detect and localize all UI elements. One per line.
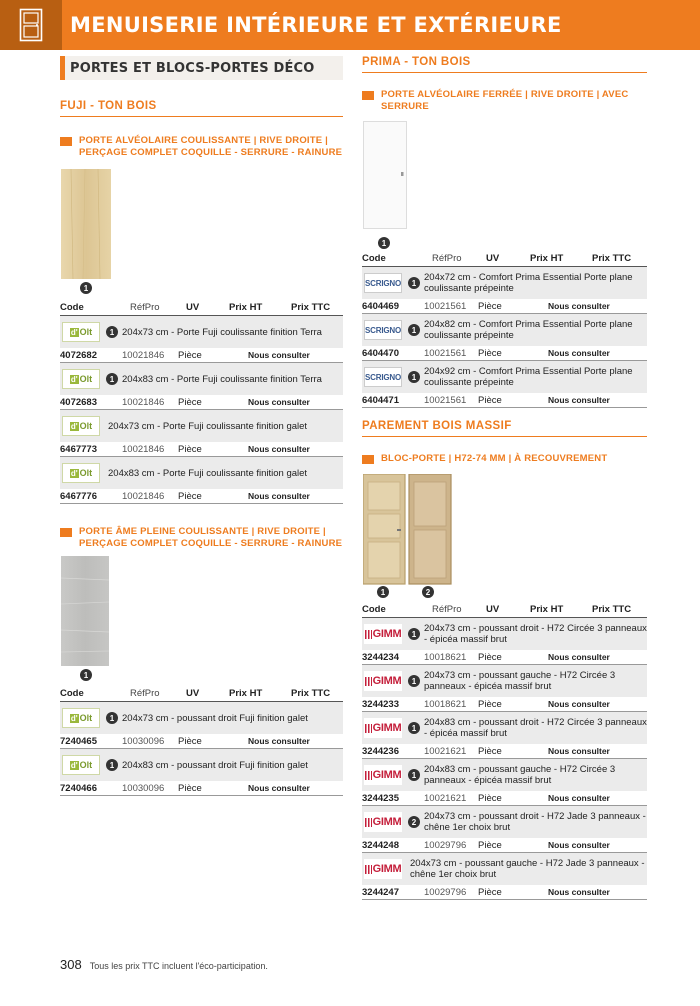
product-description: 204x72 cm - Comfort Prima Essential Porte plane coulissante prépeinte xyxy=(424,272,633,294)
product-uv: Pièce xyxy=(478,347,502,359)
row-description xyxy=(60,749,343,781)
product-code: 3244247 xyxy=(362,886,399,898)
product-code: 4072682 xyxy=(60,349,97,361)
brand-logo-dolt: d' Olt xyxy=(62,708,100,728)
product-description: 204x83 cm - poussant droit - H72 Circée 3 panneaux - épicéa massif brut xyxy=(424,717,647,739)
left-column xyxy=(60,56,343,796)
subtitle-block2: PORTE ÂME PLEINE COULISSANTE | RIVE DROITE | PERÇAGE COMPLET COQUILLE - SERRURE - RAINURE xyxy=(60,526,343,550)
product-uv: Pièce xyxy=(178,443,202,455)
product-uv: Pièce xyxy=(178,396,202,408)
subtitle-block3: PORTE ALVÉOLAIRE FERRÉE | RIVE DROITE | AVEC SERRURE xyxy=(362,89,647,113)
page-title: MENUISERIE INTÉRIEURE ET EXTÉRIEURE xyxy=(70,13,562,37)
product-image-prima xyxy=(362,121,647,253)
row-description xyxy=(362,806,647,838)
product-code: 3244234 xyxy=(362,651,399,663)
table-row xyxy=(362,712,647,759)
product-price: Nous consulter xyxy=(248,444,310,454)
product-uv: Pièce xyxy=(478,698,502,710)
table-row xyxy=(60,457,343,504)
brand-logo-gimm: GIMM xyxy=(364,624,402,644)
product-description: 204x73 cm - poussant gauche - H72 Jade 3 panneaux - chêne 1er choix brut xyxy=(410,858,645,880)
image-badge: 1 xyxy=(80,282,92,294)
product-code: 7240465 xyxy=(60,735,97,747)
product-price: Nous consulter xyxy=(548,348,610,358)
image-badge: 1 xyxy=(378,237,390,249)
product-ref: 10021846 xyxy=(122,490,165,502)
subtitle-block1: PORTE ALVÉOLAIRE COULISSANTE | RIVE DROITE | PERÇAGE COMPLET COQUILLE - SERRURE - RAINURE xyxy=(60,135,343,159)
product-code: 6404469 xyxy=(362,300,399,312)
product-price: Nous consulter xyxy=(548,652,610,662)
product-price: Nous consulter xyxy=(548,840,610,850)
item-badge: 1 xyxy=(408,722,420,734)
item-badge: 1 xyxy=(408,675,420,687)
row-description xyxy=(60,316,343,348)
bullet-square xyxy=(362,91,374,100)
product-ref: 10021561 xyxy=(424,394,467,406)
product-ref: 10018621 xyxy=(424,651,467,663)
brand-logo-gimm: GIMM xyxy=(364,718,402,738)
product-price: Nous consulter xyxy=(248,491,310,501)
product-uv: Pièce xyxy=(478,839,502,851)
row-description xyxy=(362,267,647,299)
table-row xyxy=(60,749,343,796)
product-ref: 10030096 xyxy=(122,782,165,794)
product-code: 3244248 xyxy=(362,839,399,851)
row-details xyxy=(362,838,647,852)
bullet-square xyxy=(362,455,374,464)
item-badge: 1 xyxy=(408,371,420,383)
product-description: 204x92 cm - Comfort Prima Essential Porte plane coulissante prépeinte xyxy=(424,366,633,388)
product-code: 3244236 xyxy=(362,745,399,757)
door-icon xyxy=(0,0,62,50)
product-code: 3244235 xyxy=(362,792,399,804)
subtitle-block4: BLOC-PORTE | H72-74 MM | À RECOUVREMENT xyxy=(362,453,647,465)
product-description: 204x73 cm - Porte Fuji coulissante finition Terra xyxy=(122,326,322,338)
product-code: 3244233 xyxy=(362,698,399,710)
table-row xyxy=(362,759,647,806)
row-details xyxy=(362,393,647,407)
row-description xyxy=(362,665,647,697)
product-image-gimm-doors xyxy=(362,474,647,604)
table-row xyxy=(362,806,647,853)
product-uv: Pièce xyxy=(478,792,502,804)
table-row xyxy=(60,410,343,457)
brand-logo-gimm: GIMM xyxy=(364,671,402,691)
product-ref: 10021846 xyxy=(122,443,165,455)
brand-logo-gimm: GIMM xyxy=(364,765,402,785)
brand-logo-scrigno: SCRIGNO xyxy=(364,320,402,340)
section-title-parement: PAREMENT BOIS MASSIF xyxy=(362,420,647,437)
page-header xyxy=(0,0,700,50)
product-uv: Pièce xyxy=(178,782,202,794)
row-details xyxy=(60,734,343,748)
item-badge: 1 xyxy=(408,769,420,781)
row-description xyxy=(362,759,647,791)
row-description xyxy=(60,457,343,489)
product-price: Nous consulter xyxy=(548,793,610,803)
section-title-portes: PORTES ET BLOCS-PORTES DÉCO xyxy=(60,56,343,80)
bullet-square xyxy=(60,137,72,146)
table-row xyxy=(60,316,343,363)
row-description xyxy=(60,363,343,395)
product-description: 204x83 cm - poussant gauche - H72 Circée 3 panneaux - épicéa massif brut xyxy=(424,764,616,786)
product-uv: Pièce xyxy=(478,886,502,898)
bullet-square xyxy=(60,528,72,537)
product-price: Nous consulter xyxy=(248,397,310,407)
product-price: Nous consulter xyxy=(548,746,610,756)
item-badge: 1 xyxy=(106,759,118,771)
product-description: 204x73 cm - poussant droit Fuji finition galet xyxy=(122,712,308,724)
table-header: Code RéfPro UV Prix HT Prix TTC xyxy=(60,302,343,316)
product-price: Nous consulter xyxy=(248,350,310,360)
row-description xyxy=(60,410,343,442)
product-code: 4072683 xyxy=(60,396,97,408)
item-badge: 1 xyxy=(106,712,118,724)
product-image-fuji-terra xyxy=(60,169,343,294)
product-description: 204x73 cm - poussant droit - H72 Circée 3 panneaux - épicéa massif brut xyxy=(424,623,647,645)
product-ref: 10021621 xyxy=(424,792,467,804)
item-badge: 1 xyxy=(408,628,420,640)
product-code: 6404470 xyxy=(362,347,399,359)
brand-logo-scrigno: SCRIGNO xyxy=(364,367,402,387)
footer-note: Tous les prix TTC incluent l'éco-participation. xyxy=(89,961,268,971)
row-details xyxy=(60,781,343,795)
table-row xyxy=(362,314,647,361)
product-ref: 10021561 xyxy=(424,347,467,359)
product-code: 6467776 xyxy=(60,490,97,502)
product-uv: Pièce xyxy=(478,651,502,663)
row-description xyxy=(362,712,647,744)
product-uv: Pièce xyxy=(478,300,502,312)
row-description xyxy=(362,361,647,393)
brand-logo-scrigno: SCRIGNO xyxy=(364,273,402,293)
product-price: Nous consulter xyxy=(548,887,610,897)
section-title-fuji: FUJI - TON BOIS xyxy=(60,100,343,117)
item-badge: 1 xyxy=(408,277,420,289)
image-badge-2: 2 xyxy=(422,586,434,598)
product-description: 204x73 cm - poussant gauche - H72 Circée 3 panneaux - épicéa massif brut xyxy=(424,670,616,692)
section-title-prima: PRIMA - TON BOIS xyxy=(362,56,647,73)
product-price: Nous consulter xyxy=(248,736,310,746)
row-details xyxy=(362,791,647,805)
product-code: 7240466 xyxy=(60,782,97,794)
product-ref: 10021846 xyxy=(122,349,165,361)
row-details xyxy=(362,885,647,899)
product-price: Nous consulter xyxy=(548,301,610,311)
row-details xyxy=(362,346,647,360)
brand-logo-gimm: GIMM xyxy=(364,812,402,832)
product-uv: Pièce xyxy=(178,735,202,747)
brand-logo-dolt: d' Olt xyxy=(62,416,100,436)
product-image-fuji-galet xyxy=(60,556,343,682)
product-ref: 10018621 xyxy=(424,698,467,710)
product-price: Nous consulter xyxy=(548,395,610,405)
product-ref: 10029796 xyxy=(424,839,467,851)
table-header: Code RéfPro UV Prix HT Prix TTC xyxy=(362,604,647,618)
product-uv: Pièce xyxy=(178,349,202,361)
product-description: 204x73 cm - poussant droit - H72 Jade 3 panneaux - chêne 1er choix brut xyxy=(424,811,646,833)
product-description: 204x83 cm - Porte Fuji coulissante finition galet xyxy=(108,467,308,479)
product-description: 204x82 cm - Comfort Prima Essential Porte plane coulissante prépeinte xyxy=(424,319,633,341)
right-column xyxy=(362,56,647,900)
brand-logo-dolt: d' Olt xyxy=(62,755,100,775)
page-number: 308 xyxy=(60,957,82,972)
product-uv: Pièce xyxy=(178,490,202,502)
product-ref: 10021621 xyxy=(424,745,467,757)
row-details xyxy=(60,489,343,503)
row-details xyxy=(362,650,647,664)
product-code: 6404471 xyxy=(362,394,399,406)
image-badge: 1 xyxy=(80,669,92,681)
table-row xyxy=(60,702,343,749)
product-uv: Pièce xyxy=(478,394,502,406)
product-price: Nous consulter xyxy=(248,783,310,793)
table-row xyxy=(362,361,647,408)
product-price: Nous consulter xyxy=(548,699,610,709)
table-row xyxy=(362,618,647,665)
row-details xyxy=(60,395,343,409)
image-badge-1: 1 xyxy=(377,586,389,598)
item-badge: 1 xyxy=(106,373,118,385)
brand-logo-dolt: d' Olt xyxy=(62,463,100,483)
brand-logo-dolt: d' Olt xyxy=(62,369,100,389)
row-description xyxy=(362,853,647,885)
row-description xyxy=(60,702,343,734)
table-header: Code RéfPro UV Prix HT Prix TTC xyxy=(362,253,647,267)
item-badge: 1 xyxy=(106,326,118,338)
table-header: Code RéfPro UV Prix HT Prix TTC xyxy=(60,688,343,702)
product-description: 204x83 cm - poussant droit Fuji finition galet xyxy=(122,759,308,771)
row-details xyxy=(60,442,343,456)
brand-logo-dolt: d' Olt xyxy=(62,322,100,342)
product-uv: Pièce xyxy=(478,745,502,757)
table-row xyxy=(362,853,647,900)
product-description: 204x83 cm - Porte Fuji coulissante finition Terra xyxy=(122,373,322,385)
product-ref: 10021561 xyxy=(424,300,467,312)
product-ref: 10030096 xyxy=(122,735,165,747)
item-badge: 2 xyxy=(408,816,420,828)
product-ref: 10029796 xyxy=(424,886,467,898)
table-row xyxy=(362,665,647,712)
row-details xyxy=(362,299,647,313)
table-row xyxy=(362,267,647,314)
row-description xyxy=(362,618,647,650)
page-footer xyxy=(60,957,268,972)
product-description: 204x73 cm - Porte Fuji coulissante finition galet xyxy=(108,420,308,432)
row-description xyxy=(362,314,647,346)
row-details xyxy=(362,697,647,711)
item-badge: 1 xyxy=(408,324,420,336)
row-details xyxy=(60,348,343,362)
table-row xyxy=(60,363,343,410)
row-details xyxy=(362,744,647,758)
brand-logo-gimm: GIMM xyxy=(364,859,402,879)
product-ref: 10021846 xyxy=(122,396,165,408)
product-code: 6467773 xyxy=(60,443,97,455)
